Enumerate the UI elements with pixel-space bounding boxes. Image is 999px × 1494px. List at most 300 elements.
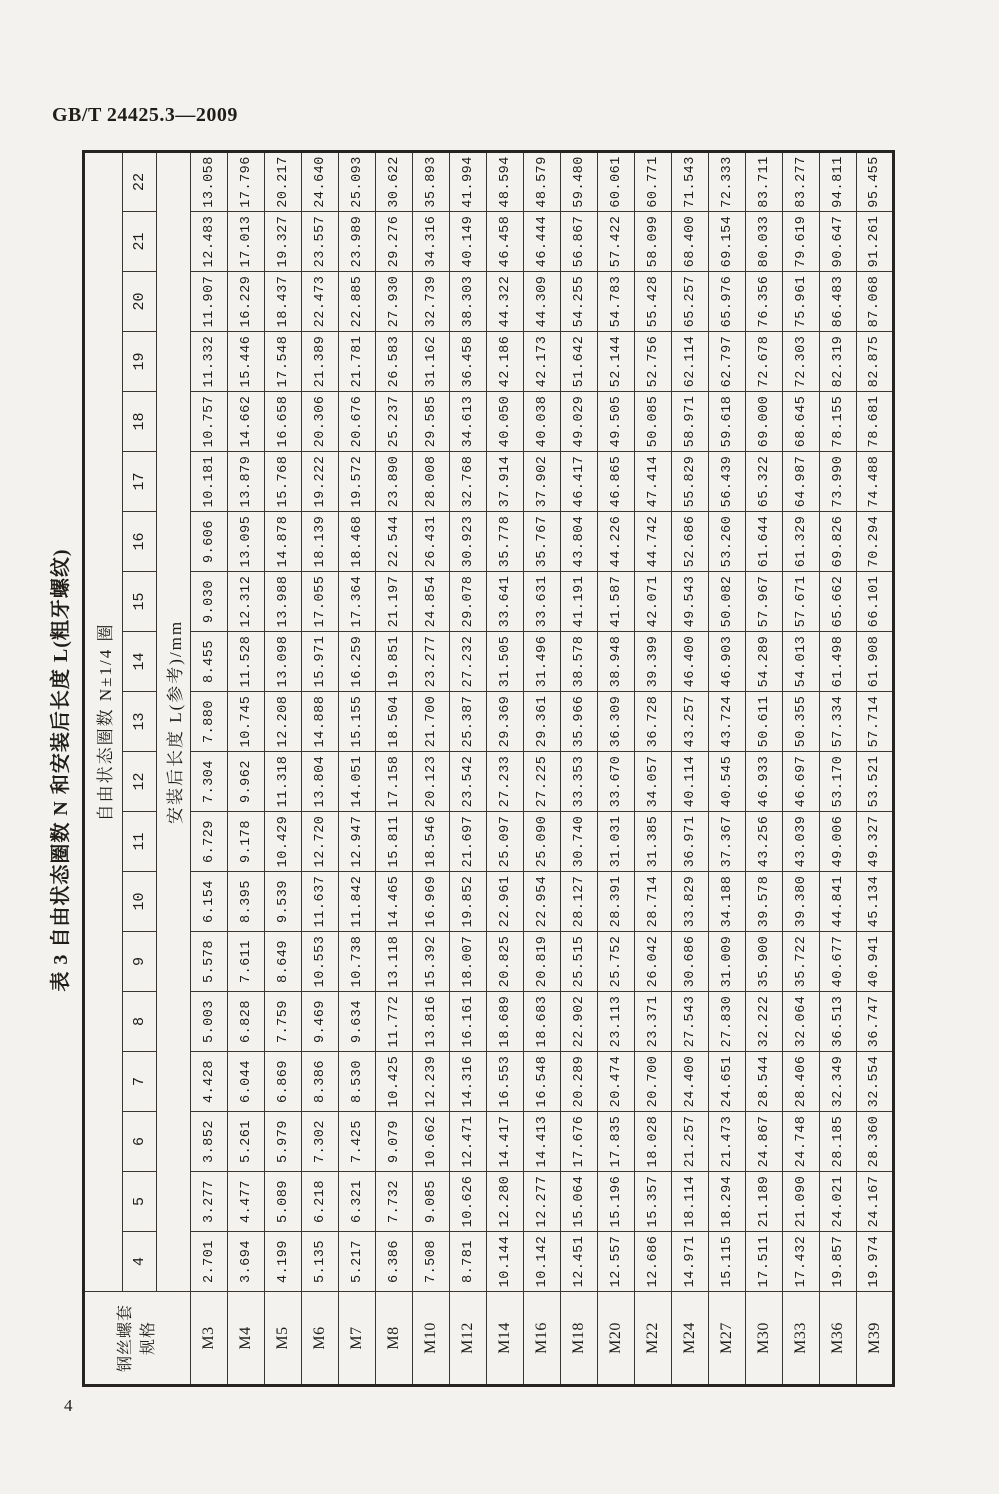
value-cell: 27.232 xyxy=(450,632,487,692)
n-value-cell: 6 xyxy=(123,1112,157,1172)
value-cell: 23.277 xyxy=(413,632,450,692)
value-cell: 25.752 xyxy=(598,932,635,992)
page-number: 4 xyxy=(64,1396,73,1415)
value-cell: 29.369 xyxy=(487,692,524,752)
value-cell: 24.854 xyxy=(413,572,450,632)
value-cell: 43.724 xyxy=(709,692,746,752)
value-cell: 11.332 xyxy=(191,332,228,392)
value-cell: 16.548 xyxy=(524,1052,561,1112)
value-cell: 50.611 xyxy=(746,692,783,752)
spec-cell: M30 xyxy=(746,1292,783,1386)
value-cell: 13.098 xyxy=(265,632,302,692)
spec-cell: M8 xyxy=(376,1292,413,1386)
value-cell: 6.869 xyxy=(265,1052,302,1112)
value-cell: 58.099 xyxy=(635,212,672,272)
value-cell: 20.123 xyxy=(413,752,450,812)
value-cell: 64.987 xyxy=(783,452,820,512)
value-cell: 14.051 xyxy=(339,752,376,812)
value-cell: 18.437 xyxy=(265,272,302,332)
value-cell: 18.683 xyxy=(524,992,561,1052)
value-cell: 8.781 xyxy=(450,1232,487,1292)
table-row xyxy=(746,151,783,1385)
value-cell: 20.676 xyxy=(339,392,376,452)
value-cell: 7.880 xyxy=(191,692,228,752)
value-cell: 22.954 xyxy=(524,872,561,932)
value-cell: 12.947 xyxy=(339,812,376,872)
value-cell: 8.455 xyxy=(191,632,228,692)
n-value-cell: 10 xyxy=(123,872,157,932)
value-cell: 8.649 xyxy=(265,932,302,992)
value-cell: 9.178 xyxy=(228,812,265,872)
value-cell: 5.003 xyxy=(191,992,228,1052)
value-cell: 69.826 xyxy=(820,512,857,572)
value-cell: 17.158 xyxy=(376,752,413,812)
value-cell: 33.829 xyxy=(672,872,709,932)
value-cell: 14.971 xyxy=(672,1232,709,1292)
value-cell: 43.039 xyxy=(783,812,820,872)
value-cell: 24.400 xyxy=(672,1052,709,1112)
table-row xyxy=(524,151,561,1385)
value-cell: 18.139 xyxy=(302,512,339,572)
sub-header-cell: 安装后长度 L(参考)/mm xyxy=(157,151,191,1291)
value-cell: 35.767 xyxy=(524,512,561,572)
value-cell: 78.681 xyxy=(857,392,894,452)
value-cell: 58.971 xyxy=(672,392,709,452)
value-cell: 30.923 xyxy=(450,512,487,572)
value-cell: 50.085 xyxy=(635,392,672,452)
value-cell: 23.557 xyxy=(302,212,339,272)
value-cell: 62.797 xyxy=(709,332,746,392)
value-cell: 10.738 xyxy=(339,932,376,992)
value-cell: 3.277 xyxy=(191,1172,228,1232)
value-cell: 12.312 xyxy=(228,572,265,632)
value-cell: 53.521 xyxy=(857,752,894,812)
value-cell: 6.321 xyxy=(339,1172,376,1232)
value-cell: 33.641 xyxy=(487,572,524,632)
spec-header-cell xyxy=(84,1292,191,1386)
value-cell: 20.700 xyxy=(635,1052,672,1112)
value-cell: 15.768 xyxy=(265,452,302,512)
n-value-cell: 17 xyxy=(123,452,157,512)
value-cell: 43.256 xyxy=(746,812,783,872)
value-cell: 12.280 xyxy=(487,1172,524,1232)
value-cell: 17.835 xyxy=(598,1112,635,1172)
value-cell: 7.508 xyxy=(413,1232,450,1292)
value-cell: 27.830 xyxy=(709,992,746,1052)
n-value-cell: 19 xyxy=(123,332,157,392)
value-cell: 19.572 xyxy=(339,452,376,512)
value-cell: 5.217 xyxy=(339,1232,376,1292)
spec-cell: M12 xyxy=(450,1292,487,1386)
value-cell: 4.428 xyxy=(191,1052,228,1112)
value-cell: 36.747 xyxy=(857,992,894,1052)
n-value-cell: 4 xyxy=(123,1232,157,1292)
n-value-cell: 20 xyxy=(123,272,157,332)
value-cell: 65.662 xyxy=(820,572,857,632)
value-cell: 15.446 xyxy=(228,332,265,392)
value-cell: 18.294 xyxy=(709,1172,746,1232)
value-cell: 34.188 xyxy=(709,872,746,932)
value-cell: 19.852 xyxy=(450,872,487,932)
spec-cell: M39 xyxy=(857,1292,894,1386)
spec-cell: M5 xyxy=(265,1292,302,1386)
value-cell: 12.471 xyxy=(450,1112,487,1172)
table-row xyxy=(820,151,857,1385)
value-cell: 34.316 xyxy=(413,212,450,272)
value-cell: 18.114 xyxy=(672,1172,709,1232)
value-cell: 41.587 xyxy=(598,572,635,632)
value-cell: 53.260 xyxy=(709,512,746,572)
value-cell: 50.355 xyxy=(783,692,820,752)
n-value-cell: 22 xyxy=(123,151,157,211)
value-cell: 52.686 xyxy=(672,512,709,572)
value-cell: 66.101 xyxy=(857,572,894,632)
value-cell: 26.583 xyxy=(376,332,413,392)
value-cell: 61.498 xyxy=(820,632,857,692)
value-cell: 32.222 xyxy=(746,992,783,1052)
value-cell: 18.689 xyxy=(487,992,524,1052)
value-cell: 57.714 xyxy=(857,692,894,752)
value-cell: 65.257 xyxy=(672,272,709,332)
value-cell: 22.473 xyxy=(302,272,339,332)
value-cell: 13.879 xyxy=(228,452,265,512)
value-cell: 15.971 xyxy=(302,632,339,692)
value-cell: 19.327 xyxy=(265,212,302,272)
value-cell: 3.852 xyxy=(191,1112,228,1172)
n-value-cell: 8 xyxy=(123,992,157,1052)
value-cell: 36.971 xyxy=(672,812,709,872)
value-cell: 91.261 xyxy=(857,212,894,272)
value-cell: 13.118 xyxy=(376,932,413,992)
spec-cell: M6 xyxy=(302,1292,339,1386)
value-cell: 44.322 xyxy=(487,272,524,332)
value-cell: 26.042 xyxy=(635,932,672,992)
value-cell: 33.353 xyxy=(561,752,598,812)
spec-cell: M4 xyxy=(228,1292,265,1386)
value-cell: 46.458 xyxy=(487,212,524,272)
value-cell: 46.903 xyxy=(709,632,746,692)
value-cell: 32.739 xyxy=(413,272,450,332)
value-cell: 51.642 xyxy=(561,332,598,392)
value-cell: 32.349 xyxy=(820,1052,857,1112)
value-cell: 21.090 xyxy=(783,1172,820,1232)
value-cell: 17.548 xyxy=(265,332,302,392)
value-cell: 9.962 xyxy=(228,752,265,812)
n-header-row xyxy=(123,151,157,1385)
value-cell: 39.578 xyxy=(746,872,783,932)
value-cell: 12.483 xyxy=(191,212,228,272)
value-cell: 21.700 xyxy=(413,692,450,752)
spec-cell: M36 xyxy=(820,1292,857,1386)
value-cell: 32.768 xyxy=(450,452,487,512)
value-cell: 9.606 xyxy=(191,512,228,572)
value-cell: 83.711 xyxy=(746,151,783,211)
value-cell: 13.095 xyxy=(228,512,265,572)
doc-number: GB/T 24425.3—2009 xyxy=(52,104,238,126)
value-cell: 21.189 xyxy=(746,1172,783,1232)
table-row xyxy=(191,151,228,1385)
value-cell: 19.974 xyxy=(857,1232,894,1292)
value-cell: 60.771 xyxy=(635,151,672,211)
value-cell: 14.662 xyxy=(228,392,265,452)
value-cell: 10.144 xyxy=(487,1232,524,1292)
value-cell: 10.626 xyxy=(450,1172,487,1232)
value-cell: 62.114 xyxy=(672,332,709,392)
value-cell: 44.742 xyxy=(635,512,672,572)
value-cell: 50.082 xyxy=(709,572,746,632)
value-cell: 9.030 xyxy=(191,572,228,632)
value-cell: 87.068 xyxy=(857,272,894,332)
value-cell: 36.458 xyxy=(450,332,487,392)
value-cell: 6.044 xyxy=(228,1052,265,1112)
value-cell: 9.539 xyxy=(265,872,302,932)
value-cell: 35.893 xyxy=(413,151,450,211)
value-cell: 17.432 xyxy=(783,1232,820,1292)
value-cell: 70.294 xyxy=(857,512,894,572)
value-cell: 25.097 xyxy=(487,812,524,872)
value-cell: 38.303 xyxy=(450,272,487,332)
value-cell: 86.483 xyxy=(820,272,857,332)
value-cell: 24.640 xyxy=(302,151,339,211)
spec-cell: M24 xyxy=(672,1292,709,1386)
header-row-group xyxy=(84,151,123,1385)
n-value-cell: 16 xyxy=(123,512,157,572)
n-value-cell: 13 xyxy=(123,692,157,752)
value-cell: 52.756 xyxy=(635,332,672,392)
table-row xyxy=(487,151,524,1385)
value-cell: 30.740 xyxy=(561,812,598,872)
value-cell: 48.579 xyxy=(524,151,561,211)
value-cell: 28.008 xyxy=(413,452,450,512)
value-cell: 21.257 xyxy=(672,1112,709,1172)
table-row xyxy=(635,151,672,1385)
value-cell: 11.318 xyxy=(265,752,302,812)
value-cell: 49.327 xyxy=(857,812,894,872)
value-cell: 42.186 xyxy=(487,332,524,392)
value-cell: 30.622 xyxy=(376,151,413,211)
value-cell: 27.930 xyxy=(376,272,413,332)
value-cell: 23.371 xyxy=(635,992,672,1052)
value-cell: 11.842 xyxy=(339,872,376,932)
value-cell: 73.990 xyxy=(820,452,857,512)
value-cell: 31.496 xyxy=(524,632,561,692)
value-cell: 54.255 xyxy=(561,272,598,332)
value-cell: 10.181 xyxy=(191,452,228,512)
spec-cell: M27 xyxy=(709,1292,746,1386)
value-cell: 49.006 xyxy=(820,812,857,872)
value-cell: 5.979 xyxy=(265,1112,302,1172)
value-cell: 44.841 xyxy=(820,872,857,932)
value-cell: 47.414 xyxy=(635,452,672,512)
value-cell: 9.469 xyxy=(302,992,339,1052)
value-cell: 25.515 xyxy=(561,932,598,992)
value-cell: 21.197 xyxy=(376,572,413,632)
value-cell: 10.553 xyxy=(302,932,339,992)
value-cell: 17.796 xyxy=(228,151,265,211)
value-cell: 16.969 xyxy=(413,872,450,932)
value-cell: 20.825 xyxy=(487,932,524,992)
value-cell: 14.465 xyxy=(376,872,413,932)
table-row xyxy=(228,151,265,1385)
value-cell: 72.678 xyxy=(746,332,783,392)
value-cell: 34.613 xyxy=(450,392,487,452)
table-row xyxy=(598,151,635,1385)
value-cell: 11.528 xyxy=(228,632,265,692)
value-cell: 80.033 xyxy=(746,212,783,272)
value-cell: 17.676 xyxy=(561,1112,598,1172)
value-cell: 12.451 xyxy=(561,1232,598,1292)
group-header-cell: 自由状态圈数 N±1/4 圈 xyxy=(84,151,123,1291)
value-cell: 5.089 xyxy=(265,1172,302,1232)
spec-cell: M33 xyxy=(783,1292,820,1386)
value-cell: 37.367 xyxy=(709,812,746,872)
n-value-cell: 7 xyxy=(123,1052,157,1112)
value-cell: 6.386 xyxy=(376,1232,413,1292)
value-cell: 21.781 xyxy=(339,332,376,392)
value-cell: 40.677 xyxy=(820,932,857,992)
value-cell: 11.907 xyxy=(191,272,228,332)
value-cell: 12.239 xyxy=(413,1052,450,1112)
value-cell: 95.455 xyxy=(857,151,894,211)
n-value-cell: 15 xyxy=(123,572,157,632)
value-cell: 20.819 xyxy=(524,932,561,992)
value-cell: 39.399 xyxy=(635,632,672,692)
rotated-table-block xyxy=(46,153,892,1387)
value-cell: 23.890 xyxy=(376,452,413,512)
value-cell: 78.155 xyxy=(820,392,857,452)
value-cell: 42.071 xyxy=(635,572,672,632)
value-cell: 19.222 xyxy=(302,452,339,512)
value-cell: 36.728 xyxy=(635,692,672,752)
value-cell: 8.395 xyxy=(228,872,265,932)
value-cell: 94.811 xyxy=(820,151,857,211)
table-row xyxy=(413,151,450,1385)
value-cell: 83.277 xyxy=(783,151,820,211)
value-cell: 16.658 xyxy=(265,392,302,452)
value-cell: 29.276 xyxy=(376,212,413,272)
value-cell: 10.745 xyxy=(228,692,265,752)
value-cell: 54.289 xyxy=(746,632,783,692)
value-cell: 35.722 xyxy=(783,932,820,992)
value-cell: 75.961 xyxy=(783,272,820,332)
value-cell: 18.007 xyxy=(450,932,487,992)
value-cell: 68.400 xyxy=(672,212,709,272)
value-cell: 68.645 xyxy=(783,392,820,452)
table-row xyxy=(709,151,746,1385)
value-cell: 15.155 xyxy=(339,692,376,752)
table-row xyxy=(339,151,376,1385)
value-cell: 57.967 xyxy=(746,572,783,632)
value-cell: 57.671 xyxy=(783,572,820,632)
value-cell: 71.543 xyxy=(672,151,709,211)
value-cell: 69.000 xyxy=(746,392,783,452)
value-cell: 6.154 xyxy=(191,872,228,932)
value-cell: 28.714 xyxy=(635,872,672,932)
value-cell: 6.218 xyxy=(302,1172,339,1232)
table-row xyxy=(376,151,413,1385)
value-cell: 54.013 xyxy=(783,632,820,692)
value-cell: 9.079 xyxy=(376,1112,413,1172)
value-cell: 46.697 xyxy=(783,752,820,812)
value-cell: 8.530 xyxy=(339,1052,376,1112)
value-cell: 40.114 xyxy=(672,752,709,812)
value-cell: 46.417 xyxy=(561,452,598,512)
value-cell: 15.115 xyxy=(709,1232,746,1292)
value-cell: 54.783 xyxy=(598,272,635,332)
value-cell: 37.914 xyxy=(487,452,524,512)
value-cell: 12.720 xyxy=(302,812,339,872)
value-cell: 72.333 xyxy=(709,151,746,211)
value-cell: 55.829 xyxy=(672,452,709,512)
value-cell: 69.154 xyxy=(709,212,746,272)
n-value-cell: 12 xyxy=(123,752,157,812)
value-cell: 24.748 xyxy=(783,1112,820,1172)
value-cell: 21.473 xyxy=(709,1112,746,1172)
value-cell: 20.474 xyxy=(598,1052,635,1112)
value-cell: 40.149 xyxy=(450,212,487,272)
value-cell: 24.021 xyxy=(820,1172,857,1232)
value-cell: 11.637 xyxy=(302,872,339,932)
spec-cell: M16 xyxy=(524,1292,561,1386)
value-cell: 14.888 xyxy=(302,692,339,752)
value-cell: 7.759 xyxy=(265,992,302,1052)
value-cell: 6.729 xyxy=(191,812,228,872)
value-cell: 65.976 xyxy=(709,272,746,332)
value-cell: 23.113 xyxy=(598,992,635,1052)
value-cell: 41.191 xyxy=(561,572,598,632)
value-cell: 27.543 xyxy=(672,992,709,1052)
value-cell: 24.651 xyxy=(709,1052,746,1112)
spec-cell: M14 xyxy=(487,1292,524,1386)
value-cell: 60.061 xyxy=(598,151,635,211)
value-cell: 61.644 xyxy=(746,512,783,572)
table-row xyxy=(783,151,820,1385)
value-cell: 45.134 xyxy=(857,872,894,932)
value-cell: 8.386 xyxy=(302,1052,339,1112)
n-value-cell: 21 xyxy=(123,212,157,272)
value-cell: 76.356 xyxy=(746,272,783,332)
value-cell: 46.444 xyxy=(524,212,561,272)
table-row xyxy=(450,151,487,1385)
value-cell: 25.387 xyxy=(450,692,487,752)
value-cell: 53.170 xyxy=(820,752,857,812)
value-cell: 18.546 xyxy=(413,812,450,872)
value-cell: 7.304 xyxy=(191,752,228,812)
value-cell: 32.064 xyxy=(783,992,820,1052)
value-cell: 31.385 xyxy=(635,812,672,872)
value-cell: 16.259 xyxy=(339,632,376,692)
value-cell: 31.505 xyxy=(487,632,524,692)
spec-cell: M3 xyxy=(191,1292,228,1386)
value-cell: 43.804 xyxy=(561,512,598,572)
value-cell: 14.417 xyxy=(487,1112,524,1172)
value-cell: 34.057 xyxy=(635,752,672,812)
value-cell: 10.425 xyxy=(376,1052,413,1112)
value-cell: 14.878 xyxy=(265,512,302,572)
value-cell: 7.611 xyxy=(228,932,265,992)
value-cell: 12.686 xyxy=(635,1232,672,1292)
value-cell: 28.544 xyxy=(746,1052,783,1112)
value-cell: 20.306 xyxy=(302,392,339,452)
value-cell: 3.694 xyxy=(228,1232,265,1292)
value-cell: 28.127 xyxy=(561,872,598,932)
value-cell: 23.542 xyxy=(450,752,487,812)
value-cell: 35.778 xyxy=(487,512,524,572)
value-cell: 12.277 xyxy=(524,1172,561,1232)
value-cell: 24.867 xyxy=(746,1112,783,1172)
value-cell: 13.804 xyxy=(302,752,339,812)
table-body xyxy=(84,151,894,1385)
